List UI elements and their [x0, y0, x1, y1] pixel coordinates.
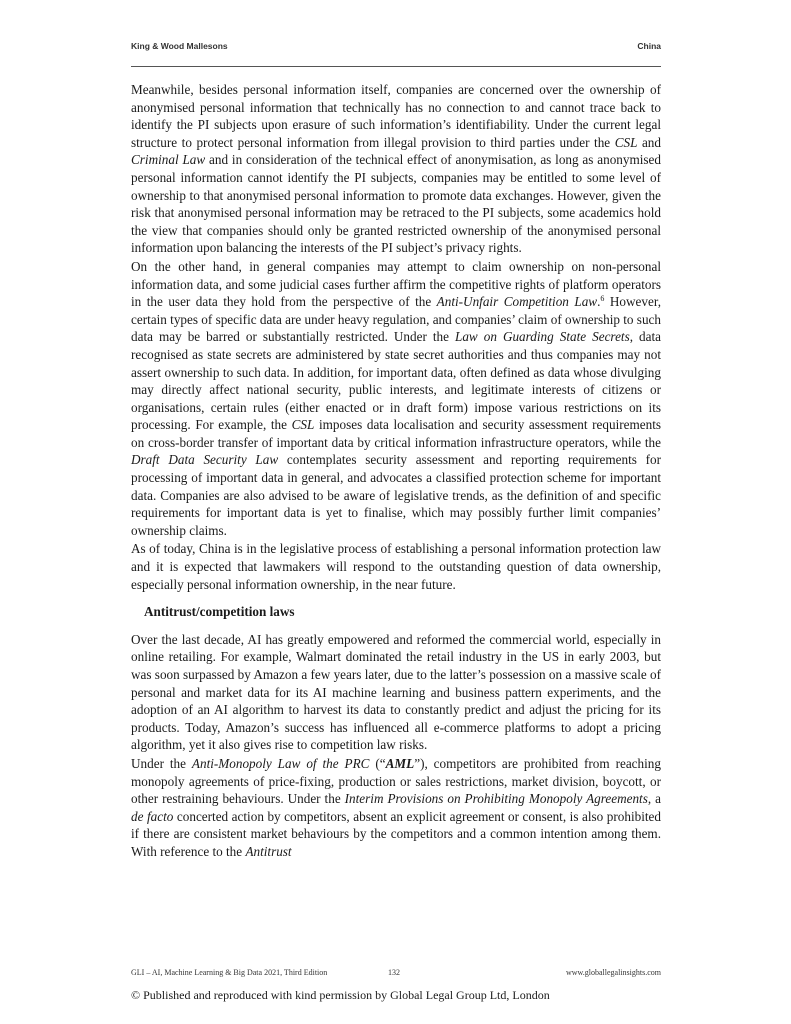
- page-number: 132: [388, 968, 400, 977]
- footer-publication: GLI – AI, Machine Learning & Big Data 2021, Third Edition: [131, 968, 328, 977]
- paragraph-aml: Under the Anti-Monopoly Law of the PRC (“AML”), competitors are prohibited from reaching monopoly agreements of price-fixing, production or sales restrictions, market division, boycott, or other restraining behaviours. Under the Interim Provisions on Prohibiting Monopoly Agreements, a de facto concerted action by competitors, absent an explicit agreement or consent, is also prohibited if there are consistent market behaviours by the competitors and a common intention among them. With reference to the Antitrust: [131, 755, 661, 859]
- body-text: [131, 81, 661, 862]
- copyright-notice: © Published and reproduced with kind permission by Global Legal Group Ltd, London: [131, 988, 550, 1002]
- paragraph-ai-commerce: Over the last decade, AI has greatly empowered and reformed the commercial world, especially in online retailing. For example, Walmart dominated the retail industry in the US in early 2003, but was soon surpassed by Amazon a few years later, due to the latter’s possession on a massive scale of personal and market data for its AI machine learning and business pattern experiments, and the adoption of an AI algorithm to harvest its data to constantly predict and adjust the pricing for its products. Today, Amazon’s success has influenced all e-commerce platforms to adopt a pricing algorithm, yet it also gives rise to competition law risks.: [131, 631, 661, 753]
- header-divider: [131, 66, 661, 67]
- header-jurisdiction: China: [637, 41, 661, 51]
- header-firm-name: King & Wood Mallesons: [131, 41, 228, 51]
- paragraph-legislative-process: As of today, China is in the legislative process of establishing a personal information protection law and it is expected that lawmakers will respond to the outstanding question of data ownership, especially personal information ownership, in the near future.: [131, 541, 661, 592]
- footnote-ref: 6: [600, 294, 605, 304]
- section-heading: Antitrust/competition laws: [144, 604, 295, 620]
- paragraph-anonymised-data: Meanwhile, besides personal information itself, companies are concerned over the ownership of anonymised personal information that technically has no connection to and cannot trace back to identify the PI subjects upon erasure of such information’s identifiability. Under the current legal structure to protect personal information from illegal provision to third parties under the CSL and Criminal Law and in consideration of the technical effect of anonymisation, as long as anonymised personal information cannot identify the PI subjects, companies may be entitled to some level of ownership to that anonymised personal information to promote data exchanges. However, given the risk that anonymised personal information may be retraced to the PI subjects, some academics hold the view that companies should only be granted restricted ownership of the anonymised personal information upon balancing the interests of the PI subject’s privacy rights.: [131, 82, 661, 256]
- footer-website: www.globallegalinsights.com: [565, 968, 661, 977]
- paragraph-non-personal-data: On the other hand, in general companies may attempt to claim ownership on non-personal information data, and some judicial cases further affirm the competitive rights of platform operators in the user data they hold from the perspective of the Anti-Unfair Competition Law.$^6$ However, certain types of specific data are under heavy regulation, and companies’ claim of ownership to such data may be barred or substantially restricted. Under the Law on Guarding State Secrets, data recognised as state secrets are administered by state secret authorities and thus companies may not assert ownership to such data. In addition, for important data, often defined as data whose divulging may directly affect national security, public interests, and legitimate interests of citizens or organisations, certain rules (either enacted or in draft form) impose various restrictions on its processing. For example, the CSL imposes data localisation and security assessment requirements on cross-border transfer of important data by critical information infrastructure operators, while the Draft Data Security Law contemplates security assessment and reporting requirements for processing of important data in general, and advocates a classified protection scheme for important data. Companies are also advised to be aware of legislative trends, as the definition of and specific requirements for important data is yet to finalise, which may possibly further limit companies’ ownership claims.: [131, 258, 662, 538]
